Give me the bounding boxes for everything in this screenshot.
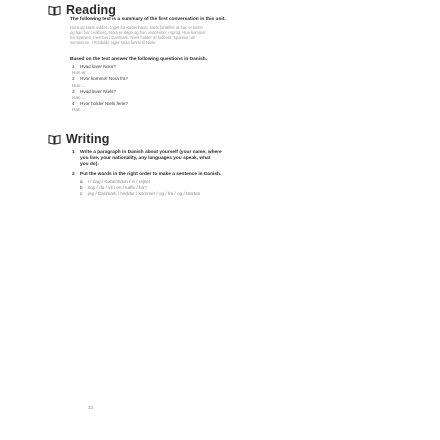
item-text: kop / du / vil / en / kaffe / ha? [88,185,147,191]
task-line: you do). [80,162,99,168]
item-label: a [80,179,83,184]
answer-prompt: Hun er ... [72,70,91,76]
item-text: jeg / Danmark / hedder / kommer / og / fra / og / Morten [88,191,201,197]
task-text: Put the words in the right order to make a sentence in Danish. [80,172,222,177]
question-text: Hvad laver Nora? [80,64,116,69]
question-text: Hvor holder Niels ferie? [80,101,128,107]
item-label: c [80,191,83,197]
question-text: Hvor kommer Nora fra? [80,76,128,82]
item-label: b [80,185,83,191]
page-number: 10 [88,405,94,410]
book-icon [48,134,61,145]
answer-prompt: Hun ... [72,82,86,88]
answer-prompt: Han ... [72,107,86,113]
answer-prompt: Han ... [72,95,86,101]
scrambled-items [80,179,280,198]
writing-title: Writing [66,132,110,146]
passage-line: og han bor i Aalborg. Nora er læge og hun underviser i sprog. Hun kommer [70,30,206,36]
reading-intro: The following text is a summary of the first conversation in this unit. [70,17,226,22]
question-number: 2 [72,76,75,82]
question-text: Hvad laver Niels? [80,88,116,94]
reading-instruction: Based on the text answer the following questions in Danish. [70,57,207,62]
task-line: Write a paragraph in Danish about yourself (your name, where [80,150,222,155]
book-icon [48,5,61,16]
writing-task-2 [72,172,282,178]
task-number: 2 [72,172,75,177]
task-text [80,150,222,169]
question-list [72,64,172,114]
task-line: you live, your nationality, any languages you speak, what [80,156,211,162]
passage-line: fra Spanien, men bor i Danmark. Niels holder af fodbold. Spanien om [70,35,196,41]
writing-heading [48,132,110,146]
item-text: i / dag / København / vi / rejser [88,179,151,184]
passage-line: Nora og Niels sidder i toget fra København. Niels fortæller at han er lærer [70,25,203,30]
question-number: 1 [72,64,75,69]
reading-heading [48,3,116,17]
scrambled-item [80,191,280,197]
task-number: 1 [72,150,75,155]
question-number: 4 [72,101,75,107]
reading-title: Reading [66,3,117,17]
passage-line: sommeren. I Roskilde siger Nora farvel til Niels. [70,40,157,46]
writing-task-1 [72,150,282,169]
question-number: 3 [72,88,75,94]
reading-passage [70,25,302,51]
